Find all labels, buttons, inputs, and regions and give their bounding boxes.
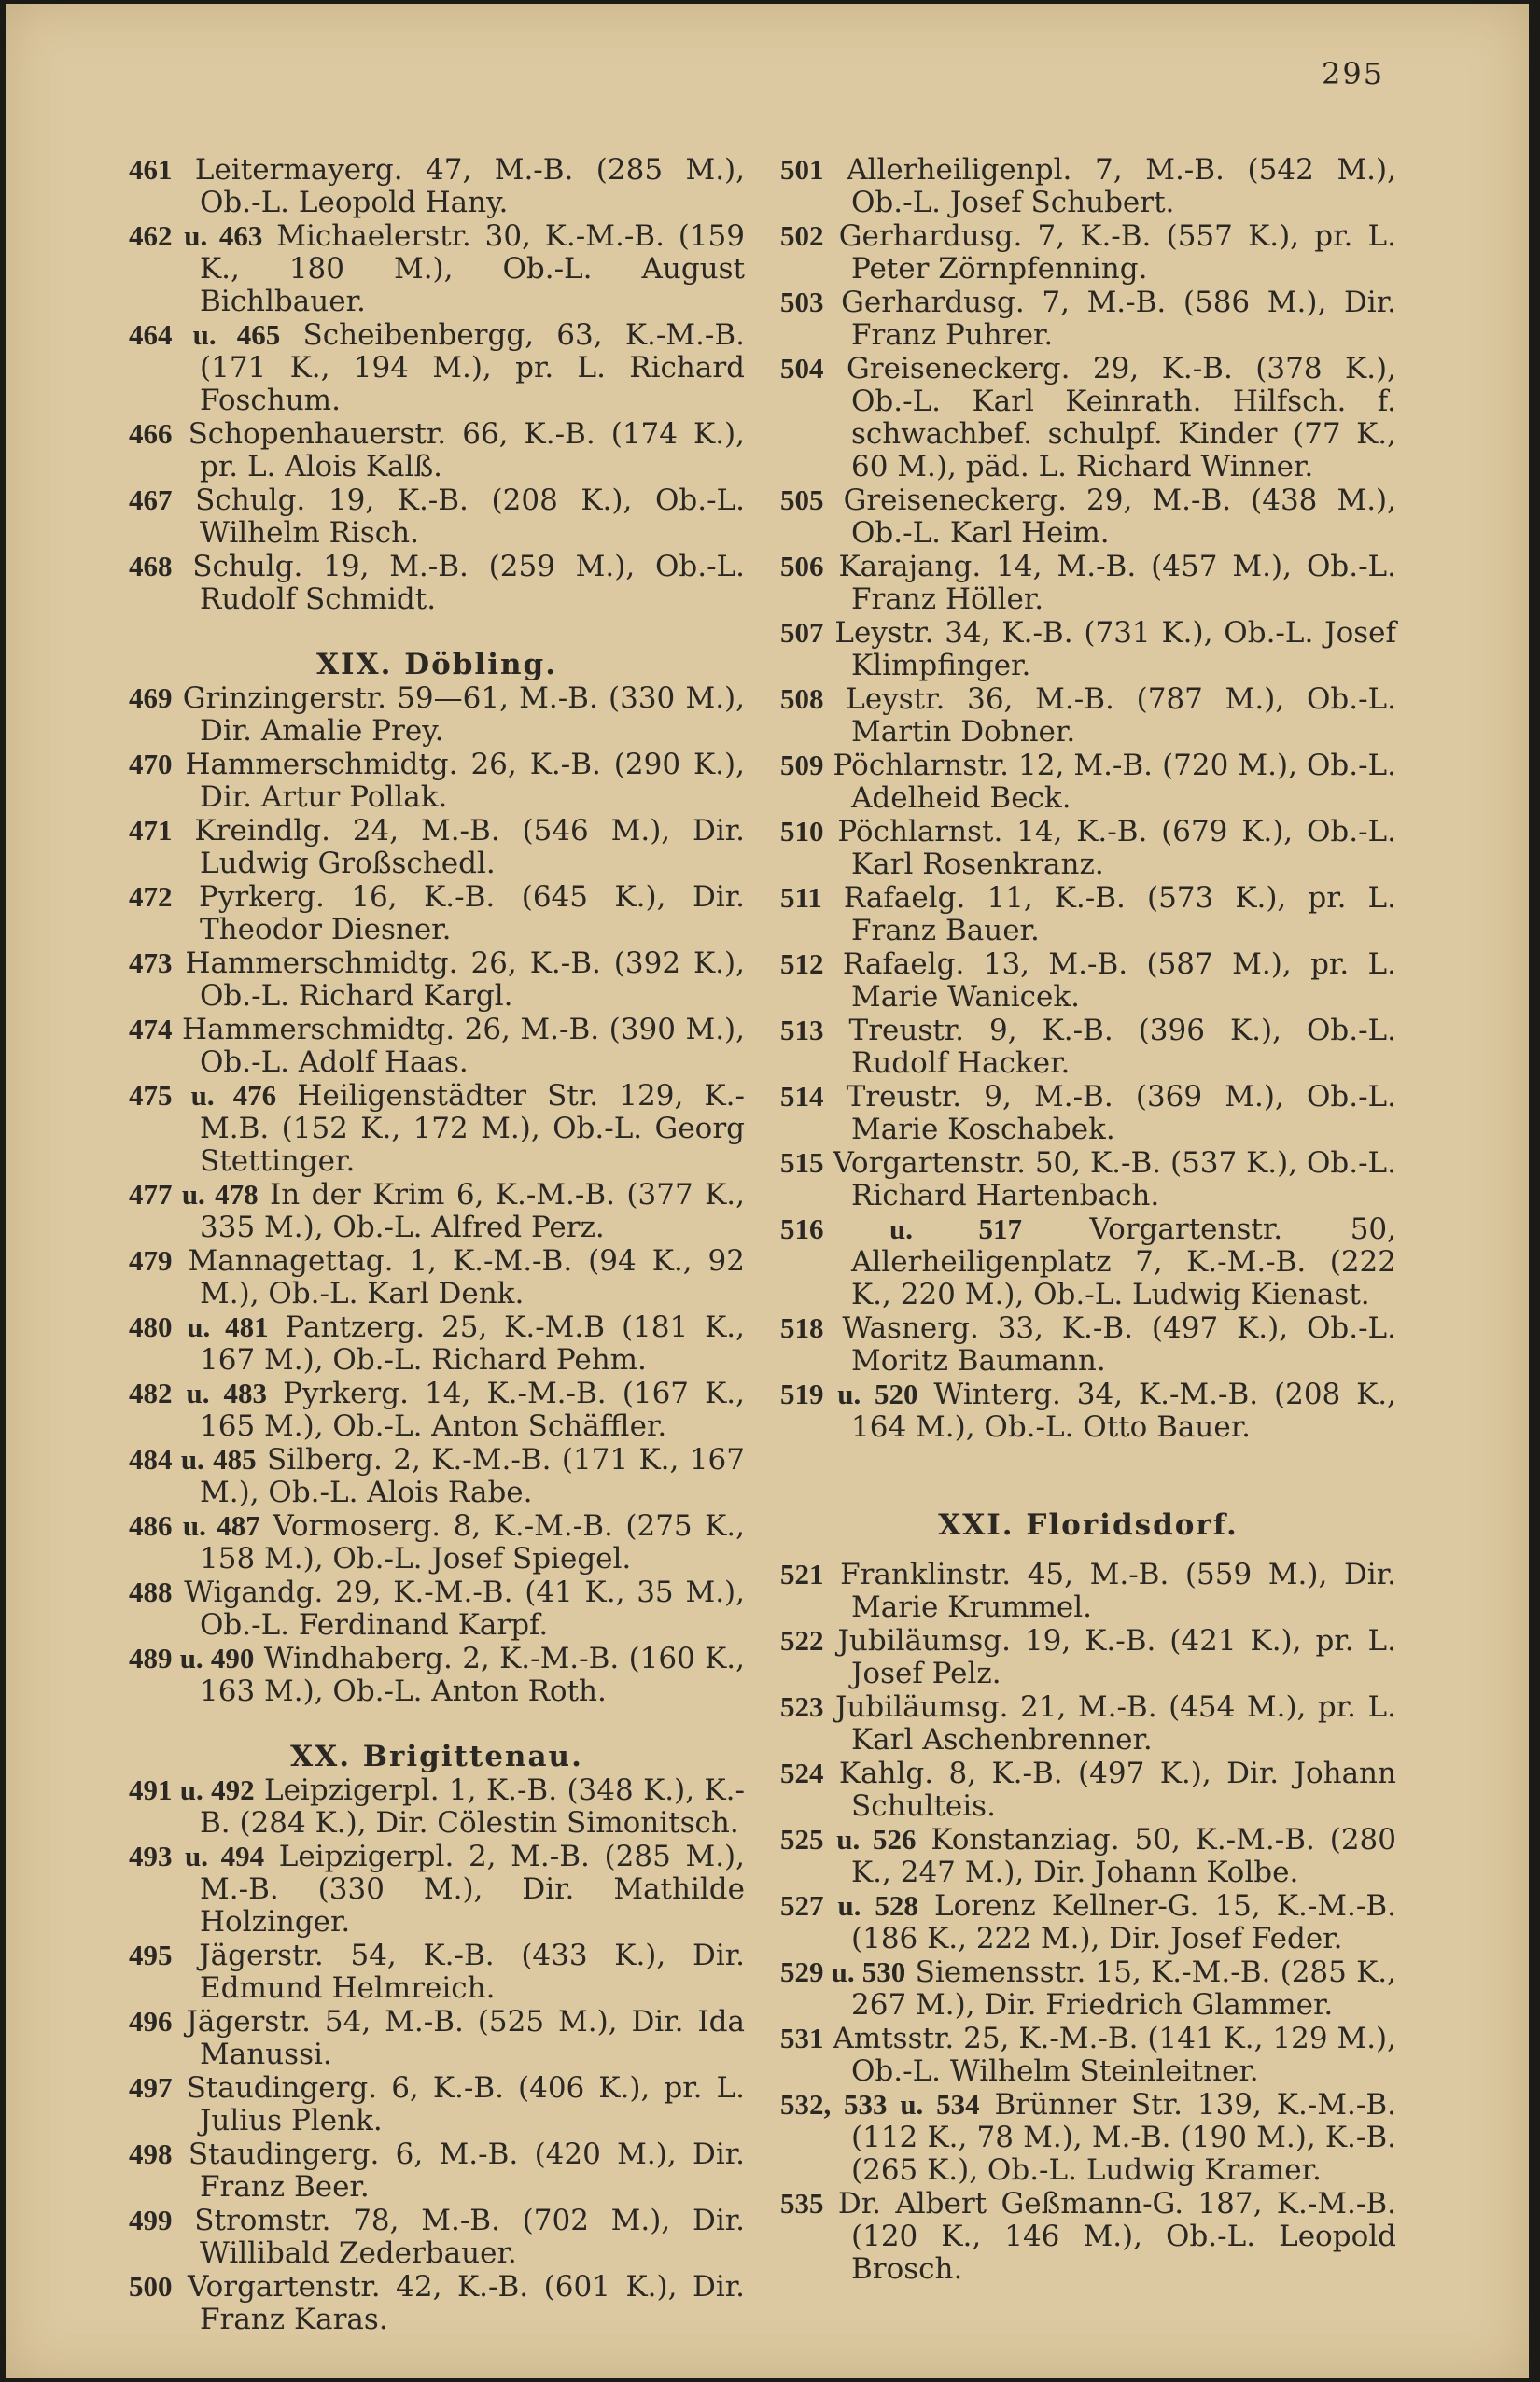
entry-number: 495 xyxy=(129,1939,173,1971)
directory-entry xyxy=(129,1840,745,1939)
entry-number: 507 xyxy=(780,616,824,649)
directory-entry xyxy=(129,681,745,748)
directory-entry xyxy=(780,1624,1396,1690)
entry-text: Jubiläumsg. 21, M.-B. (454 M.), pr. L. Karl Aschenbrenner. xyxy=(835,1690,1396,1757)
entry-number: 461 xyxy=(129,153,173,186)
entry-text: Kreindlg. 24, M.-B. (546 M.), Dir. Ludwig Großschedl. xyxy=(194,814,746,880)
entry-number: 480 u. 481 xyxy=(129,1310,269,1343)
page-number: 295 xyxy=(1322,56,1385,91)
entry-number: 464 u. 465 xyxy=(129,318,281,351)
entry-number: 473 xyxy=(129,946,173,979)
entry-number: 502 xyxy=(780,219,824,252)
entry-text: Leystr. 36, M.-B. (787 M.), Ob.-L. Martin Dobner. xyxy=(846,682,1396,749)
directory-entry xyxy=(780,352,1396,483)
entry-text: Staudingerg. 6, K.-B. (406 K.), pr. L. Julius Plenk. xyxy=(186,2071,745,2137)
entry-number: 468 xyxy=(129,550,173,582)
entry-text: Karajang. 14, M.-B. (457 M.), Ob.-L. Franz Höller. xyxy=(838,550,1396,616)
directory-entry xyxy=(129,946,745,1013)
entries-group xyxy=(129,153,745,616)
entry-text: Leitermayerg. 47, M.-B. (285 M.), Ob.-L. Leopold Hany. xyxy=(194,153,746,219)
directory-entry xyxy=(780,1757,1396,1823)
entry-number: 508 xyxy=(780,682,824,715)
entry-text: Leipzigerpl. 1, K.-B. (348 K.), K.-B. (284 K.), Dir. Cölestin Simonitsch. xyxy=(200,1773,745,1840)
entry-text: Leipzigerpl. 2, M.-B. (285 M.), M.-B. (330 M.), Dir. Mathilde Holzinger. xyxy=(200,1840,745,1939)
entry-number: 484 u. 485 xyxy=(129,1443,257,1476)
entry-text: Wigandg. 29, K.-M.-B. (41 K., 35 M.), Ob.-L. Ferdinand Karpf. xyxy=(184,1576,745,1642)
entry-text: Wasnerg. 33, K.-B. (497 K.), Ob.-L. Moritz Baumann. xyxy=(842,1311,1396,1378)
directory-entry xyxy=(780,1889,1396,1955)
directory-entry xyxy=(129,1178,745,1244)
entry-number: 513 xyxy=(780,1014,824,1046)
directory-entry xyxy=(129,1642,745,1708)
entry-text: Winterg. 34, K.-M.-B. (208 K., 164 M.), Ob.-L. Otto Bauer. xyxy=(851,1378,1396,1444)
entry-text: Franklinstr. 45, M.-B. (559 M.), Dir. Marie Krummel. xyxy=(840,1558,1396,1624)
entry-number: 532, 533 u. 534 xyxy=(780,2088,980,2121)
entry-text: Pyrkerg. 16, K.-B. (645 K.), Dir. Theodor Diesner. xyxy=(199,880,745,946)
entry-number: 529 u. 530 xyxy=(780,1955,906,1988)
directory-entry xyxy=(780,483,1396,550)
directory-entry xyxy=(780,2088,1396,2187)
entry-text: In der Krim 6, K.-M.-B. (377 K., 335 M.), Ob.-L. Alfred Perz. xyxy=(200,1178,745,1244)
entry-text: Heiligenstädter Str. 129, K.-M.B. (152 K., 172 M.), Ob.-L. Georg Stettinger. xyxy=(200,1079,745,1178)
entries-group xyxy=(780,153,1396,1444)
entry-number: 515 xyxy=(780,1146,824,1179)
directory-entry xyxy=(780,1955,1396,2022)
entry-text: Vorgartenstr. 50, K.-B. (537 K.), Ob.-L. Richard Hartenbach. xyxy=(833,1146,1396,1212)
directory-entry xyxy=(129,2204,745,2270)
entry-number: 466 xyxy=(129,417,173,450)
directory-entry xyxy=(780,219,1396,286)
directory-entry xyxy=(780,815,1396,881)
entry-text: Allerheiligenpl. 7, M.-B. (542 M.), Ob.-L. Josef Schubert. xyxy=(847,153,1396,219)
right-column xyxy=(780,153,1396,2286)
directory-entry xyxy=(129,1509,745,1576)
directory-entry xyxy=(129,2005,745,2071)
entries-group xyxy=(129,681,745,1708)
entry-text: Leystr. 34, K.-B. (731 K.), Ob.-L. Josef Klimpfinger. xyxy=(834,616,1397,682)
entry-text: Lorenz Kellner-G. 15, K.-M.-B. (186 K., 222 M.), Dir. Josef Feder. xyxy=(851,1889,1396,1955)
entry-text: Schulg. 19, M.-B. (259 M.), Ob.-L. Rudolf Schmidt. xyxy=(192,550,745,616)
entry-number: 531 xyxy=(780,2022,824,2054)
entry-number: 496 xyxy=(129,2005,173,2038)
entry-number: 472 xyxy=(129,880,173,913)
entry-text: Greiseneckerg. 29, K.-B. (378 K.), Ob.-L. Karl Keinrath. Hilfsch. f. schwachbef. schulpf. Kinder (77 K., 60 M.), päd. L. Richard Winner. xyxy=(847,352,1397,483)
entry-number: 535 xyxy=(780,2187,824,2220)
entry-text: Vorgartenstr. 42, K.-B. (601 K.), Dir. Franz Karas. xyxy=(188,2270,745,2336)
entry-number: 518 xyxy=(780,1311,824,1344)
entry-number: 486 u. 487 xyxy=(129,1509,260,1542)
directory-entry xyxy=(780,1378,1396,1444)
directory-entry xyxy=(129,1013,745,1079)
directory-entry xyxy=(780,682,1396,749)
entries-group xyxy=(780,1558,1396,2286)
directory-entry xyxy=(129,483,745,550)
entry-text: Jubiläumsg. 19, K.-B. (421 K.), pr. L. Josef Pelz. xyxy=(837,1624,1396,1690)
entry-number: 505 xyxy=(780,483,824,516)
directory-entry xyxy=(129,1310,745,1377)
district-heading-xix: XIX. Döbling. xyxy=(316,648,557,681)
entry-text: Kahlg. 8, K.-B. (497 K.), Dir. Johann Schulteis. xyxy=(838,1757,1396,1823)
entry-text: Jägerstr. 54, K.-B. (433 K.), Dir. Edmund Helmreich. xyxy=(199,1939,745,2005)
directory-entry xyxy=(780,286,1396,352)
directory-entry xyxy=(780,1823,1396,1889)
entries-group xyxy=(129,1773,745,2336)
entry-text: Jägerstr. 54, M.-B. (525 M.), Dir. Ida Manussi. xyxy=(186,2005,745,2071)
district-heading-xxi: XXI. Floridsdorf. xyxy=(938,1508,1239,1542)
entry-number: 482 u. 483 xyxy=(129,1377,267,1409)
directory-entry xyxy=(129,219,745,318)
document-page xyxy=(6,4,1529,2378)
entry-text: Treustr. 9, K.-B. (396 K.), Ob.-L. Rudolf Hacker. xyxy=(848,1014,1396,1080)
district-heading-xx: XX. Brigittenau. xyxy=(290,1740,583,1773)
entry-number: 509 xyxy=(780,749,824,781)
directory-entry xyxy=(129,1773,745,1840)
directory-entry xyxy=(129,1443,745,1509)
directory-entry xyxy=(780,947,1396,1014)
entry-text: Hammerschmidtg. 26, K.-B. (392 K.), Ob.-L. Richard Kargl. xyxy=(185,946,745,1013)
entry-number: 477 u. 478 xyxy=(129,1178,259,1211)
entry-number: 519 u. 520 xyxy=(780,1378,918,1410)
directory-entry xyxy=(780,1080,1396,1146)
directory-entry xyxy=(129,2270,745,2336)
directory-entry xyxy=(129,318,745,417)
entry-number: 462 u. 463 xyxy=(129,219,263,252)
entry-number: 467 xyxy=(129,483,173,516)
directory-entry xyxy=(780,1558,1396,1624)
entry-text: Konstanziag. 50, K.-M.-B. (280 K., 247 M.), Dir. Johann Kolbe. xyxy=(851,1823,1396,1889)
directory-entry xyxy=(780,550,1396,616)
directory-entry xyxy=(129,1377,745,1443)
entry-text: Vormoserg. 8, K.-M.-B. (275 K., 158 M.), Ob.-L. Josef Spiegel. xyxy=(200,1509,746,1576)
entry-number: 479 xyxy=(129,1244,173,1277)
entry-text: Hammerschmidtg. 26, K.-B. (290 K.), Dir. Artur Pollak. xyxy=(185,748,745,814)
entry-number: 503 xyxy=(780,286,824,318)
entry-number: 527 u. 528 xyxy=(780,1889,918,1922)
entry-number: 514 xyxy=(780,1080,824,1113)
entry-text: Greiseneckerg. 29, M.-B. (438 M.), Ob.-L. Karl Heim. xyxy=(843,483,1396,550)
entry-text: Siemensstr. 15, K.-M.-B. (285 K., 267 M.), Dir. Friedrich Glammer. xyxy=(851,1955,1396,2022)
entry-text: Silberg. 2, K.-M.-B. (171 K., 167 M.), Ob.-L. Alois Rabe. xyxy=(200,1443,745,1509)
entry-text: Hammerschmidtg. 26, M.-B. (390 M.), Ob.-L. Adolf Haas. xyxy=(182,1013,746,1079)
directory-entry xyxy=(129,1244,745,1310)
directory-entry xyxy=(780,1311,1396,1378)
entry-text: Staudingerg. 6, M.-B. (420 M.), Dir. Franz Beer. xyxy=(188,2137,746,2204)
directory-entry xyxy=(129,1939,745,2005)
directory-entry xyxy=(129,153,745,219)
entry-text: Windhaberg. 2, K.-M.-B. (160 K., 163 M.), Ob.-L. Anton Roth. xyxy=(200,1642,746,1708)
entry-number: 499 xyxy=(129,2204,173,2236)
entry-number: 525 u. 526 xyxy=(780,1823,917,1856)
entry-text: Pantzerg. 25, K.-M.B (181 K., 167 M.), Ob.-L. Richard Pehm. xyxy=(200,1310,745,1377)
directory-entry xyxy=(780,153,1396,219)
entry-text: Amtsstr. 25, K.-M.-B. (141 K., 129 M.), Ob.-L. Wilhelm Steinleitner. xyxy=(833,2022,1397,2088)
directory-entry xyxy=(129,2071,745,2137)
entry-number: 523 xyxy=(780,1690,824,1723)
entry-text: Grinzingerstr. 59—61, M.-B. (330 M.), Dir. Amalie Prey. xyxy=(182,681,745,748)
entry-number: 497 xyxy=(129,2071,173,2104)
directory-entry xyxy=(129,417,745,483)
entry-number: 516 u. 517 xyxy=(780,1212,1022,1245)
entry-number: 521 xyxy=(780,1558,824,1590)
entry-text: Schulg. 19, K.-B. (208 K.), Ob.-L. Wilhelm Risch. xyxy=(195,483,746,550)
directory-entry xyxy=(780,1014,1396,1080)
entry-number: 471 xyxy=(129,814,173,847)
entry-text: Schopenhauerstr. 66, K.-B. (174 K.), pr. L. Alois Kalß. xyxy=(188,417,745,483)
entry-text: Rafaelg. 11, K.-B. (573 K.), pr. L. Franz Bauer. xyxy=(843,881,1396,947)
directory-entry xyxy=(780,1146,1396,1212)
directory-entry xyxy=(129,1079,745,1178)
entry-number: 511 xyxy=(780,881,822,914)
directory-entry xyxy=(780,749,1396,815)
directory-entry xyxy=(780,1212,1396,1311)
entry-number: 524 xyxy=(780,1757,824,1789)
directory-entry xyxy=(129,2137,745,2204)
entry-text: Dr. Albert Geßmann-G. 187, K.-M.-B. (120 K., 146 M.), Ob.-L. Leopold Brosch. xyxy=(837,2187,1396,2286)
entry-number: 475 u. 476 xyxy=(129,1079,277,1112)
entry-text: Vorgartenstr. 50, Allerheiligenplatz 7, K.-M.-B. (222 K., 220 M.), Ob.-L. Ludwig Kienast. xyxy=(851,1212,1396,1311)
entry-number: 469 xyxy=(129,681,173,714)
entry-number: 522 xyxy=(780,1624,824,1657)
directory-entry xyxy=(780,881,1396,947)
directory-entry xyxy=(129,1576,745,1642)
directory-entry xyxy=(129,550,745,616)
directory-entry xyxy=(780,2022,1396,2088)
entry-text: Mannagettag. 1, K.-M.-B. (94 K., 92 M.), Ob.-L. Karl Denk. xyxy=(188,1244,745,1310)
entry-number: 474 xyxy=(129,1013,173,1045)
entry-text: Rafaelg. 13, M.-B. (587 M.), pr. L. Marie Wanicek. xyxy=(842,947,1397,1014)
entry-text: Pöchlarnstr. 12, M.-B. (720 M.), Ob.-L. Adelheid Beck. xyxy=(833,749,1396,815)
entry-number: 500 xyxy=(129,2270,173,2303)
entry-number: 506 xyxy=(780,550,824,582)
entry-number: 491 u. 492 xyxy=(129,1773,255,1806)
entry-text: Scheibenbergg, 63, K.-M.-B. (171 K., 194 M.), pr. L. Richard Foschum. xyxy=(200,318,746,417)
entry-number: 501 xyxy=(780,153,824,186)
entry-number: 510 xyxy=(780,815,824,848)
entry-text: Michaelerstr. 30, K.-M.-B. (159 K., 180 M.), Ob.-L. August Bichlbauer. xyxy=(200,219,746,318)
entry-number: 470 xyxy=(129,748,173,780)
entry-text: Pöchlarnst. 14, K.-B. (679 K.), Ob.-L. Karl Rosenkranz. xyxy=(837,815,1396,881)
entry-number: 493 u. 494 xyxy=(129,1840,265,1872)
entry-text: Gerhardusg. 7, M.-B. (586 M.), Dir. Franz Puhrer. xyxy=(841,286,1396,352)
entry-number: 488 xyxy=(129,1576,173,1608)
entry-number: 512 xyxy=(780,947,824,980)
entry-number: 489 u. 490 xyxy=(129,1642,255,1674)
entry-text: Treustr. 9, M.-B. (369 M.), Ob.-L. Marie Koschabek. xyxy=(846,1080,1396,1146)
left-column xyxy=(129,153,745,2336)
entry-number: 504 xyxy=(780,352,824,385)
entry-text: Brünner Str. 139, K.-M.-B. (112 K., 78 M.), M.-B. (190 M.), K.-B. (265 K.), Ob.-L. Ludwig Kramer. xyxy=(851,2088,1396,2187)
entry-text: Pyrkerg. 14, K.-M.-B. (167 K., 165 M.), Ob.-L. Anton Schäffler. xyxy=(200,1377,745,1443)
directory-entry xyxy=(780,616,1396,682)
directory-entry xyxy=(780,1690,1396,1757)
directory-entry xyxy=(129,880,745,946)
directory-entry xyxy=(129,748,745,814)
entry-text: Stromstr. 78, M.-B. (702 M.), Dir. Willibald Zederbauer. xyxy=(194,2204,746,2270)
directory-entry xyxy=(129,814,745,880)
directory-entry xyxy=(780,2187,1396,2286)
entry-text: Gerhardusg. 7, K.-B. (557 K.), pr. L. Peter Zörnpfenning. xyxy=(838,219,1396,286)
entry-number: 498 xyxy=(129,2137,173,2170)
